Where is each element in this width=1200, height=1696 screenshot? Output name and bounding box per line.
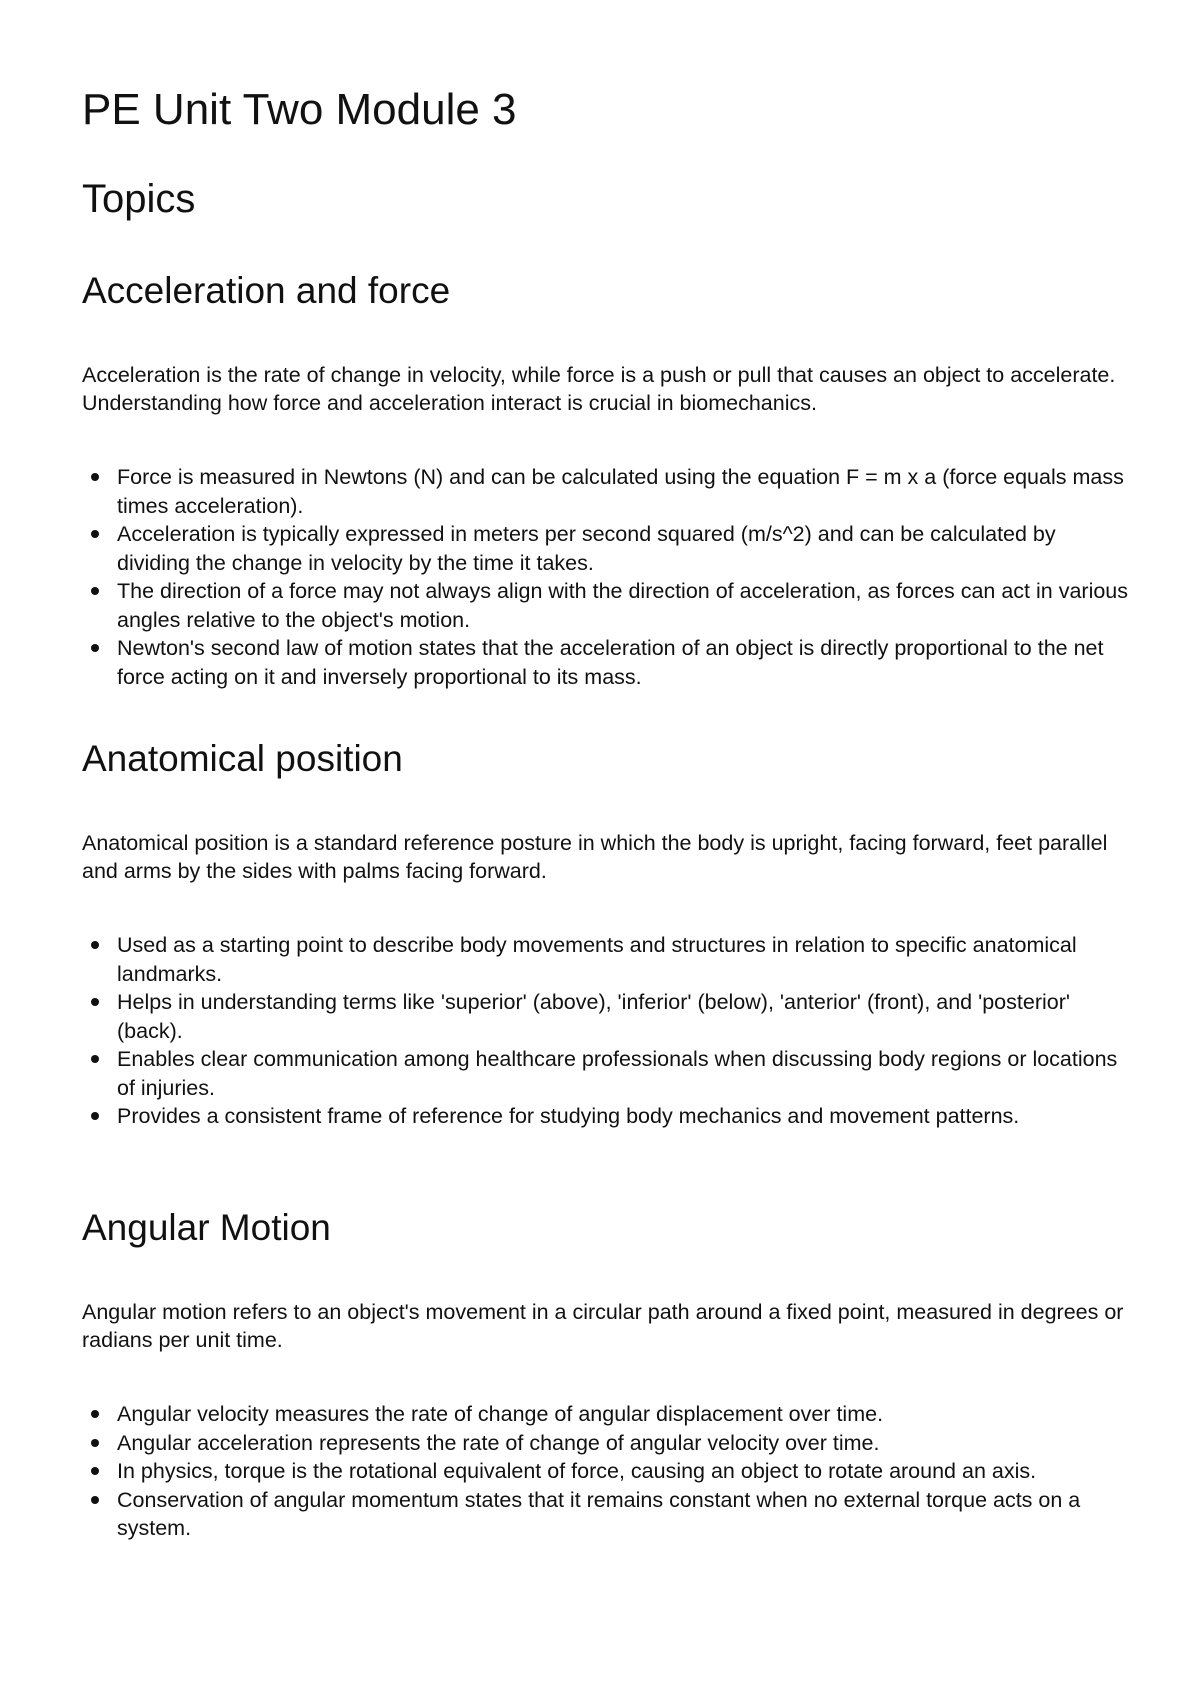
- bullet-icon: [91, 1112, 99, 1120]
- list-item: [117, 1457, 1132, 1486]
- list-item-text: Angular acceleration represents the rate of change of angular velocity over time.: [117, 1430, 880, 1455]
- list-item: [117, 1486, 1132, 1543]
- list-item-text: Conservation of angular momentum states that it remains constant when no external torque acts on a system.: [117, 1487, 1081, 1540]
- list-item: [117, 1102, 1132, 1131]
- list-item: [117, 577, 1132, 634]
- section-intro: Angular motion refers to an object's movement in a circular path around a fixed point, measured in degrees or radians per unit time.: [82, 1300, 1124, 1352]
- bullet-icon: [91, 1496, 99, 1504]
- list-item-text: Angular velocity measures the rate of change of angular displacement over time.: [117, 1402, 884, 1426]
- list-item-text: Provides a consistent frame of reference for studying body mechanics and movement patterns.: [117, 1104, 1020, 1128]
- topics-heading: Topics: [82, 177, 196, 221]
- bullet-icon: [91, 1410, 99, 1418]
- list-item-text: Acceleration is typically expressed in meters per second squared (m/s^2) and can be calculated by dividing the change in velocity by the time it takes.: [117, 522, 1056, 575]
- bullet-list: [82, 1400, 1132, 1543]
- section-intro: Acceleration is the rate of change in velocity, while force is a push or pull that causes an object to accelerate. Understanding how force and acceleration interact is crucial in biomechanics.: [82, 363, 1116, 415]
- list-item-text: The direction of a force may not always align with the direction of acceleration, as forces can act in various angles relative to the object's motion.: [117, 579, 1129, 632]
- section-heading: Anatomical position: [82, 738, 403, 779]
- section-intro: Anatomical position is a standard reference posture in which the body is upright, facing forward, feet parallel and arms by the sides with palms facing forward.: [82, 831, 1108, 883]
- list-item: [117, 463, 1132, 520]
- list-item: [117, 988, 1132, 1045]
- list-item: [117, 1400, 1132, 1429]
- list-item-text: Force is measured in Newtons (N) and can be calculated using the equation F = m x a (force equals mass times acceleration).: [117, 465, 1124, 518]
- bullet-list: [82, 463, 1132, 691]
- list-item-text: Newton's second law of motion states that the acceleration of an object is directly proportional to the net force acting on it and inversely proportional to its mass.: [117, 636, 1104, 689]
- document-title: PE Unit Two Module 3: [82, 85, 517, 134]
- list-item: [117, 634, 1132, 691]
- bullet-icon: [91, 644, 99, 652]
- bullet-icon: [91, 1439, 99, 1447]
- list-item-text: In physics, torque is the rotational equivalent of force, causing an object to rotate around an axis.: [117, 1459, 1037, 1483]
- bullet-icon: [91, 530, 99, 538]
- section-heading: Angular Motion: [82, 1207, 331, 1248]
- list-item-text: Used as a starting point to describe body movements and structures in relation to specific anatomical landmarks.: [117, 933, 1077, 986]
- bullet-list: [82, 931, 1132, 1131]
- bullet-icon: [91, 587, 99, 595]
- list-item: [117, 931, 1132, 988]
- bullet-icon: [91, 1467, 99, 1475]
- section-angular-motion: [82, 1204, 1132, 1543]
- bullet-icon: [91, 1055, 99, 1063]
- list-item-text: Enables clear communication among healthcare professionals when discussing body regions or locations of injuries.: [117, 1047, 1118, 1100]
- list-item-text: Helps in understanding terms like 'superior' (above), 'inferior' (below), 'anterior' (front), and 'posterior' (back).: [117, 990, 1070, 1043]
- bullet-icon: [91, 473, 99, 481]
- list-item: [117, 1045, 1132, 1102]
- list-item: [117, 520, 1132, 577]
- section-acceleration-and-force: [82, 267, 1132, 691]
- section-heading: Acceleration and force: [82, 270, 451, 311]
- bullet-icon: [91, 941, 99, 949]
- section-anatomical-position: [82, 735, 1132, 1131]
- bullet-icon: [91, 998, 99, 1006]
- list-item: [117, 1429, 1132, 1458]
